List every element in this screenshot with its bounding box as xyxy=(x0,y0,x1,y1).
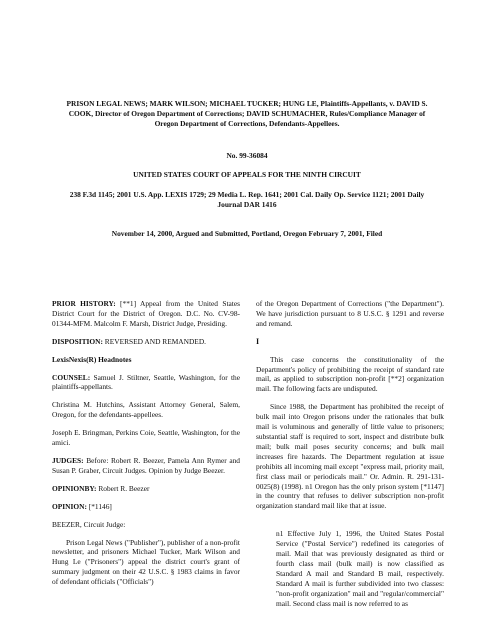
court-name: UNITED STATES COURT OF APPEALS FOR THE NINTH CIRCUIT xyxy=(133,170,361,179)
argued-filed-dates: November 14, 2000, Argued and Submitted, Portland, Oregon February 7, 2001, Filed xyxy=(111,229,383,238)
case-caption: PRISON LEGAL NEWS; MARK WILSON; MICHAEL TUCKER; HUNG LE, Plaintiffs-Appellants, v. DAVID S. COOK, Director of Oregon Department of Corrections; DAVID SCHUMACHER, Rules/Compliance Manager of Oregon Department of Corrections, Defendants-Appellees. xyxy=(66,99,428,128)
counsel-defendants: Christina M. Hutchins, Assistant Attorney General, Salem, Oregon, for the defendants-appellees. xyxy=(52,400,240,420)
opinion-marker: OPINION: [*1146] xyxy=(52,501,112,511)
judges: JUDGES: Before: Robert R. Beezer, Pamela Ann Rymer and Susan P. Graber, Circuit Judges. Opinion by Judge Beezer. xyxy=(52,455,240,475)
disposition: DISPOSITION: REVERSED AND REMANDED. xyxy=(52,336,206,346)
citations: 238 F.3d 1145; 2001 U.S. App. LEXIS 1729; 29 Media L. Rep. 1641; 2001 Cal. Daily Op. Service 1121; 2001 Daily Journal DAR 1416 xyxy=(69,190,425,209)
opinion-paragraph-1: Prison Legal News ("Publisher"), publisher of a non-profit newsletter, and prisoners Michael Tucker, Mark Wilson and Hung Le ("Prisoners") appeal the district court's grant of summary judgment on their 42 U.S.C. § 1983 claims in favor of defendant officials ("Officials") xyxy=(52,537,240,587)
docket-number: No. 99-36084 xyxy=(226,151,268,160)
opinion-paragraph-cont: of the Oregon Department of Corrections ("the Department"). We have jurisdiction pursuant to 8 U.S.C. § 1291 and reverse and remand. xyxy=(256,299,444,328)
section-heading: I xyxy=(256,336,260,346)
counsel-amici: Joseph E. Bringman, Perkins Coie, Seattle, Washington, for the amici. xyxy=(52,428,240,448)
left-column xyxy=(52,299,240,595)
footnote-n1: n1 Effective July 1, 1996, the United States Postal Service ("Postal Service") redefined its categories of mail. Mail that was previously designated as third or fourth class mail (bulk mail) is now classified as Standard A mail and Standard B mail, respectively. Standard A mail is further subdivided into two classes: "non-profit organization" mail and "regular/commercial" mail. Second class mail is now referred to as xyxy=(276,529,444,608)
right-column xyxy=(256,299,444,616)
counsel: COUNSEL: Samuel J. Stiltner, Seattle, Washington, for the plaintiffs-appellants. xyxy=(52,372,240,392)
opinion-by: OPINIONBY: Robert R. Beezer xyxy=(52,483,150,493)
headnotes-link[interactable]: LexisNexis(R) Headnotes xyxy=(52,354,132,364)
prior-history: PRIOR HISTORY: [**1] Appeal from the United States District Court for the District of Oregon. D.C. No. CV-98-01344-MFM. Malcolm F. Marsh, District Judge, Presiding. xyxy=(52,299,240,328)
opinion-paragraph-3: Since 1988, the Department has prohibited the receipt of bulk mail into Oregon prisons under the rationales that bulk mail is voluminous and generally of little value to prisoners; substantial staff is required to sort, inspect and distribute bulk mail; bulk mail poses security concerns; and bulk mail increases fire hazards. The Department regulation at issue prohibits all incoming mail except "express mail, priority mail, first class mail or periodicals mail." Or. Admin. R. 291-131-0025(8) (1998). n1 Oregon has the only prison system [*1147] in the country that refuses to deliver subscription non-profit organization standard mail like that at issue. xyxy=(256,402,444,511)
opinion-paragraph-2: This case concerns the constitutionality of the Department's policy of prohibiting the receipt of standard rate mail, as applied to subscription non-profit [**2] organization mail. The following facts are undisputed. xyxy=(256,354,444,394)
opinion-author: BEEZER, Circuit Judge: xyxy=(52,519,126,529)
